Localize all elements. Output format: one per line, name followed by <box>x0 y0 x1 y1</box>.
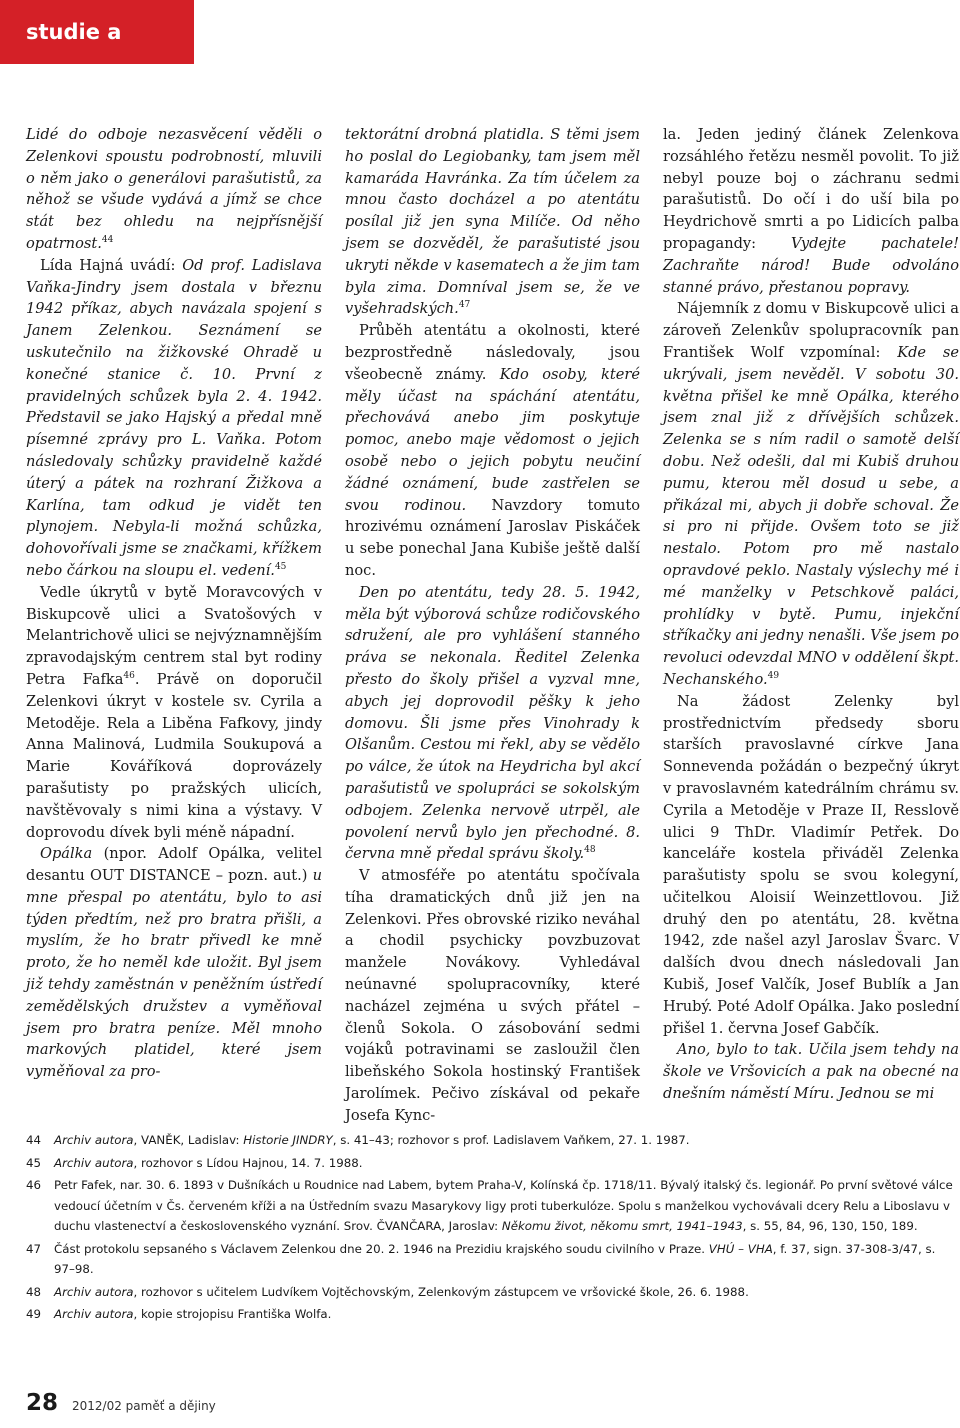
paragraph <box>345 124 640 320</box>
body-text: Navzdory tomuto hrozivému oznámení Jaroslav Piskáček u sebe ponechal Jana Kubiše ještě další noc. <box>345 496 640 579</box>
text-column-3 <box>663 124 959 1105</box>
page-number: 28 <box>26 1390 59 1416</box>
body-text: Petr Fafek, nar. 30. 6. 1893 v Dušníkách u Roudnice nad Labem, bytem Praha-V, Kolínská čp. 1718/11. Bývalý italský čs. legionář. Po první světové válce vedoucí účetním v Čs. červeném kříži a na Ústředním svazu Masarykovy ligy proti tuberkulóze. Spolu s manželkou vychovávali dcery Relu a Liboslavu v duchu vlastenectví a československého vyznání. Srov. ČVANČARA, Jaroslav: <box>54 1178 953 1233</box>
italic-text: VHÚ – VHA <box>708 1241 773 1256</box>
paragraph <box>663 298 959 690</box>
italic-text: Vydejte pachatele! Zachraňte národ! Bude odvoláno stanné právo, přestanou popravy. <box>663 234 959 296</box>
text-column-1 <box>26 124 322 1083</box>
body-text: Průběh atentátu a okolnosti, které bezprostředně následovaly, jsou všeobecně známy. <box>345 322 640 383</box>
body-text: , rozhovor s Lídou Hajnou, 14. 7. 1988. <box>133 1155 363 1170</box>
body-text: , s. 55, 84, 96, 130, 150, 189. <box>742 1219 918 1233</box>
paragraph <box>26 255 322 582</box>
body-text: V atmosféře po atentátu spočívala tíha dramatických dnů již jen na Zelenkovi. Přes obrovské riziko neváhal a chodil psychicky povzbuzovat manžele Novákovy. Vyhledával neúnavné spolupracovníky, které nacházel zejména u svých přátel – členů Sokola. O zásobování sedmi vojáků potravinami se zasloužil člen libeňského Sokola hostinský František Jarolímek. Pečivo získával od pekaře Josefa Kync- <box>345 867 640 1124</box>
footnote <box>26 1175 960 1237</box>
section-badge: studie a články <box>0 0 194 64</box>
footnote-number: 49 <box>26 1307 42 1321</box>
body-text: Nájemník z domu v Biskupcově ulici a zároveň Zelenkův spolupracovník pan František Wolf vzpomínal: <box>663 300 959 361</box>
paragraph <box>663 691 959 1040</box>
text-column-2 <box>345 124 640 1127</box>
body-text: . Právě on doporučil Zelenkovi úkryt v kostele sv. Cyrila a Metoděje. Rela a Liběna Fafkovy, jindy Anna Malinová, Ludmila Soukupová a Marie Kováříková doprovázely parašutisty po pražských ulicích, navštěvovaly s nimi kina a výstavy. V doprovodu dívek byli méně nápadní. <box>26 670 322 841</box>
footnote-number: 44 <box>26 1133 42 1147</box>
footnote-ref: 49 <box>767 671 780 682</box>
italic-text: Historie JINDRY <box>243 1133 333 1147</box>
italic-text: Archiv autora <box>54 1307 134 1321</box>
body-text: Lída Hajná uvádí: <box>40 256 183 274</box>
body-text: Část protokolu sepsaného s Václavem Zelenkou dne 20. 2. 1946 na Prezidiu krajského soudu civilního v Praze. <box>54 1241 709 1256</box>
italic-text: Kde se ukrývali, jsem nevěděl. V sobotu 30. května přišel ke mně Opálka, kterého jsem znal již z dřívějších schůzek. Zelenka se s ním radil o samotě delší dobu. Než odešli, dal mi Kubiš druhou pumu, kterou měl dosud u sebe, a přikázal mi, abych ji dobře schoval. Že si pro ni přijde. Ovšem toto se již nestalo. Potom pro mě nastalo opravdové peklo. Nastaly výslechy mé i mé manželky v Petschkově paláci, prohlídky v bytě. Pumu, injekční stříkačky ani jedny nenašli. Vše jsem po revoluci odevzdal MNO v oddělení škpt. Nechanského. <box>663 343 959 688</box>
body-text: , rozhovor s učitelem Ludvíkem Vojtěchovským, Zelenkovým zástupcem ve vršovické škole, 26. 6. 1988. <box>133 1284 749 1299</box>
italic-text: Archiv autora <box>54 1155 134 1170</box>
italic-text: Někomu život, někomu smrt, 1941–1943 <box>501 1219 743 1233</box>
body-text: Na žádost Zelenky byl prostřednictvím předsedy sboru starších pravoslavné církve Jana Sonnevenda požádán o bezpečný úkryt v pravoslavném katedrálním chrámu sv. Cyrila a Metoděje v Praze II, Resslově ulici 9 ThDr. Vladimír Petřek. Do kanceláře kostela přiváděl Zelenka parašutisty spolu se svou kolegyní, učitelkou Aloisií Weinzettlovou. Již druhý den po atentátu, 28. května 1942, zde našel azyl Jaroslav Švarc. V dalších dvou dnech následovali Jan Kubiš, Josef Valčík, Josef Bublík a Jan Hrubý. Poté Adolf Opálka. Jako poslední přišel 1. června Josef Gabčík. <box>663 692 959 1037</box>
italic-text: tektorátní drobná platidla. S těmi jsem ho poslal do Legiobanky, tam jsem měl kamaráda Havránka. Za tím účelem za mnou často docházel a po atentátu posílal již jen syna Milíče. Od něho jsem se dozvěděl, že parašutisté jsou ukryti někde v kasematech a že jim tam byla zima. Domníval jsem se, že ve vyšehradských. <box>345 126 640 318</box>
paragraph <box>26 124 322 255</box>
body-text: , VANĚK, Ladislav: <box>133 1133 244 1147</box>
body-text: , s. 41–43; rozhovor s prof. Ladislavem Vaňkem, 27. 1. 1987. <box>332 1133 690 1147</box>
footnote <box>26 1153 960 1174</box>
footnote-ref: 48 <box>584 845 596 856</box>
body-text: , kopie strojopisu Františka Wolfa. <box>133 1307 332 1321</box>
footnote-number: 46 <box>26 1178 42 1192</box>
footnotes <box>26 1130 960 1327</box>
footnote <box>26 1282 960 1303</box>
body-text: Vedle úkrytů v bytě Moravcových v Biskupcově ulici a Svatošových v Melantrichově ulici se nejvýznamnějším zpravodajským centrem stal byt rodiny Petra Fafka <box>26 583 322 688</box>
footnote <box>26 1130 960 1151</box>
footnote-number: 45 <box>26 1155 42 1170</box>
italic-text: Archiv autora <box>54 1284 134 1299</box>
paragraph <box>26 582 322 844</box>
footnote-ref: 46 <box>123 671 135 682</box>
paragraph <box>663 1039 959 1104</box>
italic-text: u mne přespal po atentátu, bylo to asi týden předtím, než pro bratra přišli, a myslím, že ho bratr přivedl ke mně proto, že ho neměl kde uložit. Byl jsem již tehdy zaměstnán v peněžním ústředí zemědělských družstev a vyměňoval jsem pro bratra peníze. Měl mnoho markových platidel, které jsem vyměňoval za pro- <box>26 867 322 1081</box>
footnote-number: 48 <box>26 1284 42 1299</box>
italic-text: Lidé do odboje nezasvěcení věděli o Zelenkovi spoustu podrobností, mluvili o něm jako o generálovi parašutistů, za něhož se všude vydává a jímž se chce stát bez ohledu na nejpřísnější opatrnost. <box>26 126 322 252</box>
body-text: la. Jeden jediný článek Zelenkova rozsáhlého řetězu nesměl povolit. To již nebyl pouze boj o záchranu sedmi parašutistů. Do očí i do uší bila po Heydrichově smrti a po Lidicích palba propagandy: <box>663 126 959 252</box>
footnote <box>26 1304 960 1325</box>
footnote-ref: 45 <box>274 562 287 573</box>
footnote-ref: 47 <box>458 300 471 311</box>
paragraph <box>345 582 640 865</box>
footnote-number: 47 <box>26 1241 42 1256</box>
paragraph <box>345 320 640 582</box>
issue-label: 2012/02 paměť a dějiny <box>72 1399 216 1413</box>
footnote <box>26 1239 960 1280</box>
italic-text: Ano, bylo to tak. Učila jsem tehdy na škole ve Vršovicích a pak na obecné na dnešním náměstí Míru. Jednou se mi <box>663 1041 959 1103</box>
italic-text: Kdo osoby, které měly účast na spáchání atentátu, přechovává anebo jim poskytuje pomoc, anebo maje vědomost o jejich osobě nebo o jejich pobytu neučiní žádné oznámení, bude zastřelen se svou rodinou. <box>345 365 640 514</box>
italic-text: Den po atentátu, tedy 28. 5. 1942, měla být výborová schůze rodičovského sdružení, ale pro vyhlášení stanného práva se nekonala. Ředitel Zelenka přesto do školy přišel a vyzval mne, abych jej doprovodil pěšky k jeho domovu. Šli jsme přes Vinohrady k Olšanům. Cestou mi řekl, aby se vědělo po válce, že útok na Heydricha byl akcí parašutistů ve spolupráci se sokolským odbojem. Zelenka nervově utrpěl, ale povolení nervů bylo jen přechodné. 8. června mně předal správu školy. <box>345 583 640 863</box>
italic-text: Od prof. Ladislava Vaňka-Jindry jsem dostala v březnu 1942 příkaz, abych navázala spojení s Janem Zelenkou. Seznámení se uskutečnilo na žižkovské Ohradě u konečné stanice č. 10. První z pravidelných schůzek byla 2. 4. 1942. Představil se jako Hajský a předal mně písemné zprávy pro L. Vaňka. Potom následovaly schůzky pravidelně každé úterý a pátek na rozhraní Žižkova a Karlína, tam odkud je vidět ten plynojem. Nebyla-li možná schůzka, dohovořívali jsme se značkami, křížkem nebo čárkou na sloupu el. vedení. <box>26 256 322 579</box>
italic-text: Archiv autora <box>54 1133 134 1147</box>
footnote-ref: 44 <box>101 235 114 246</box>
paragraph <box>26 843 322 1083</box>
paragraph <box>663 124 959 298</box>
paragraph <box>345 865 640 1127</box>
italic-text: Opálka <box>40 845 93 863</box>
body-text: (npor. Adolf Opálka, velitel desantu OUT DISTANCE – pozn. aut.) <box>26 845 322 885</box>
page-footer <box>26 1390 216 1420</box>
body-text: , f. 37, sign. 37-308-3/47, s. 97–98. <box>54 1241 936 1276</box>
